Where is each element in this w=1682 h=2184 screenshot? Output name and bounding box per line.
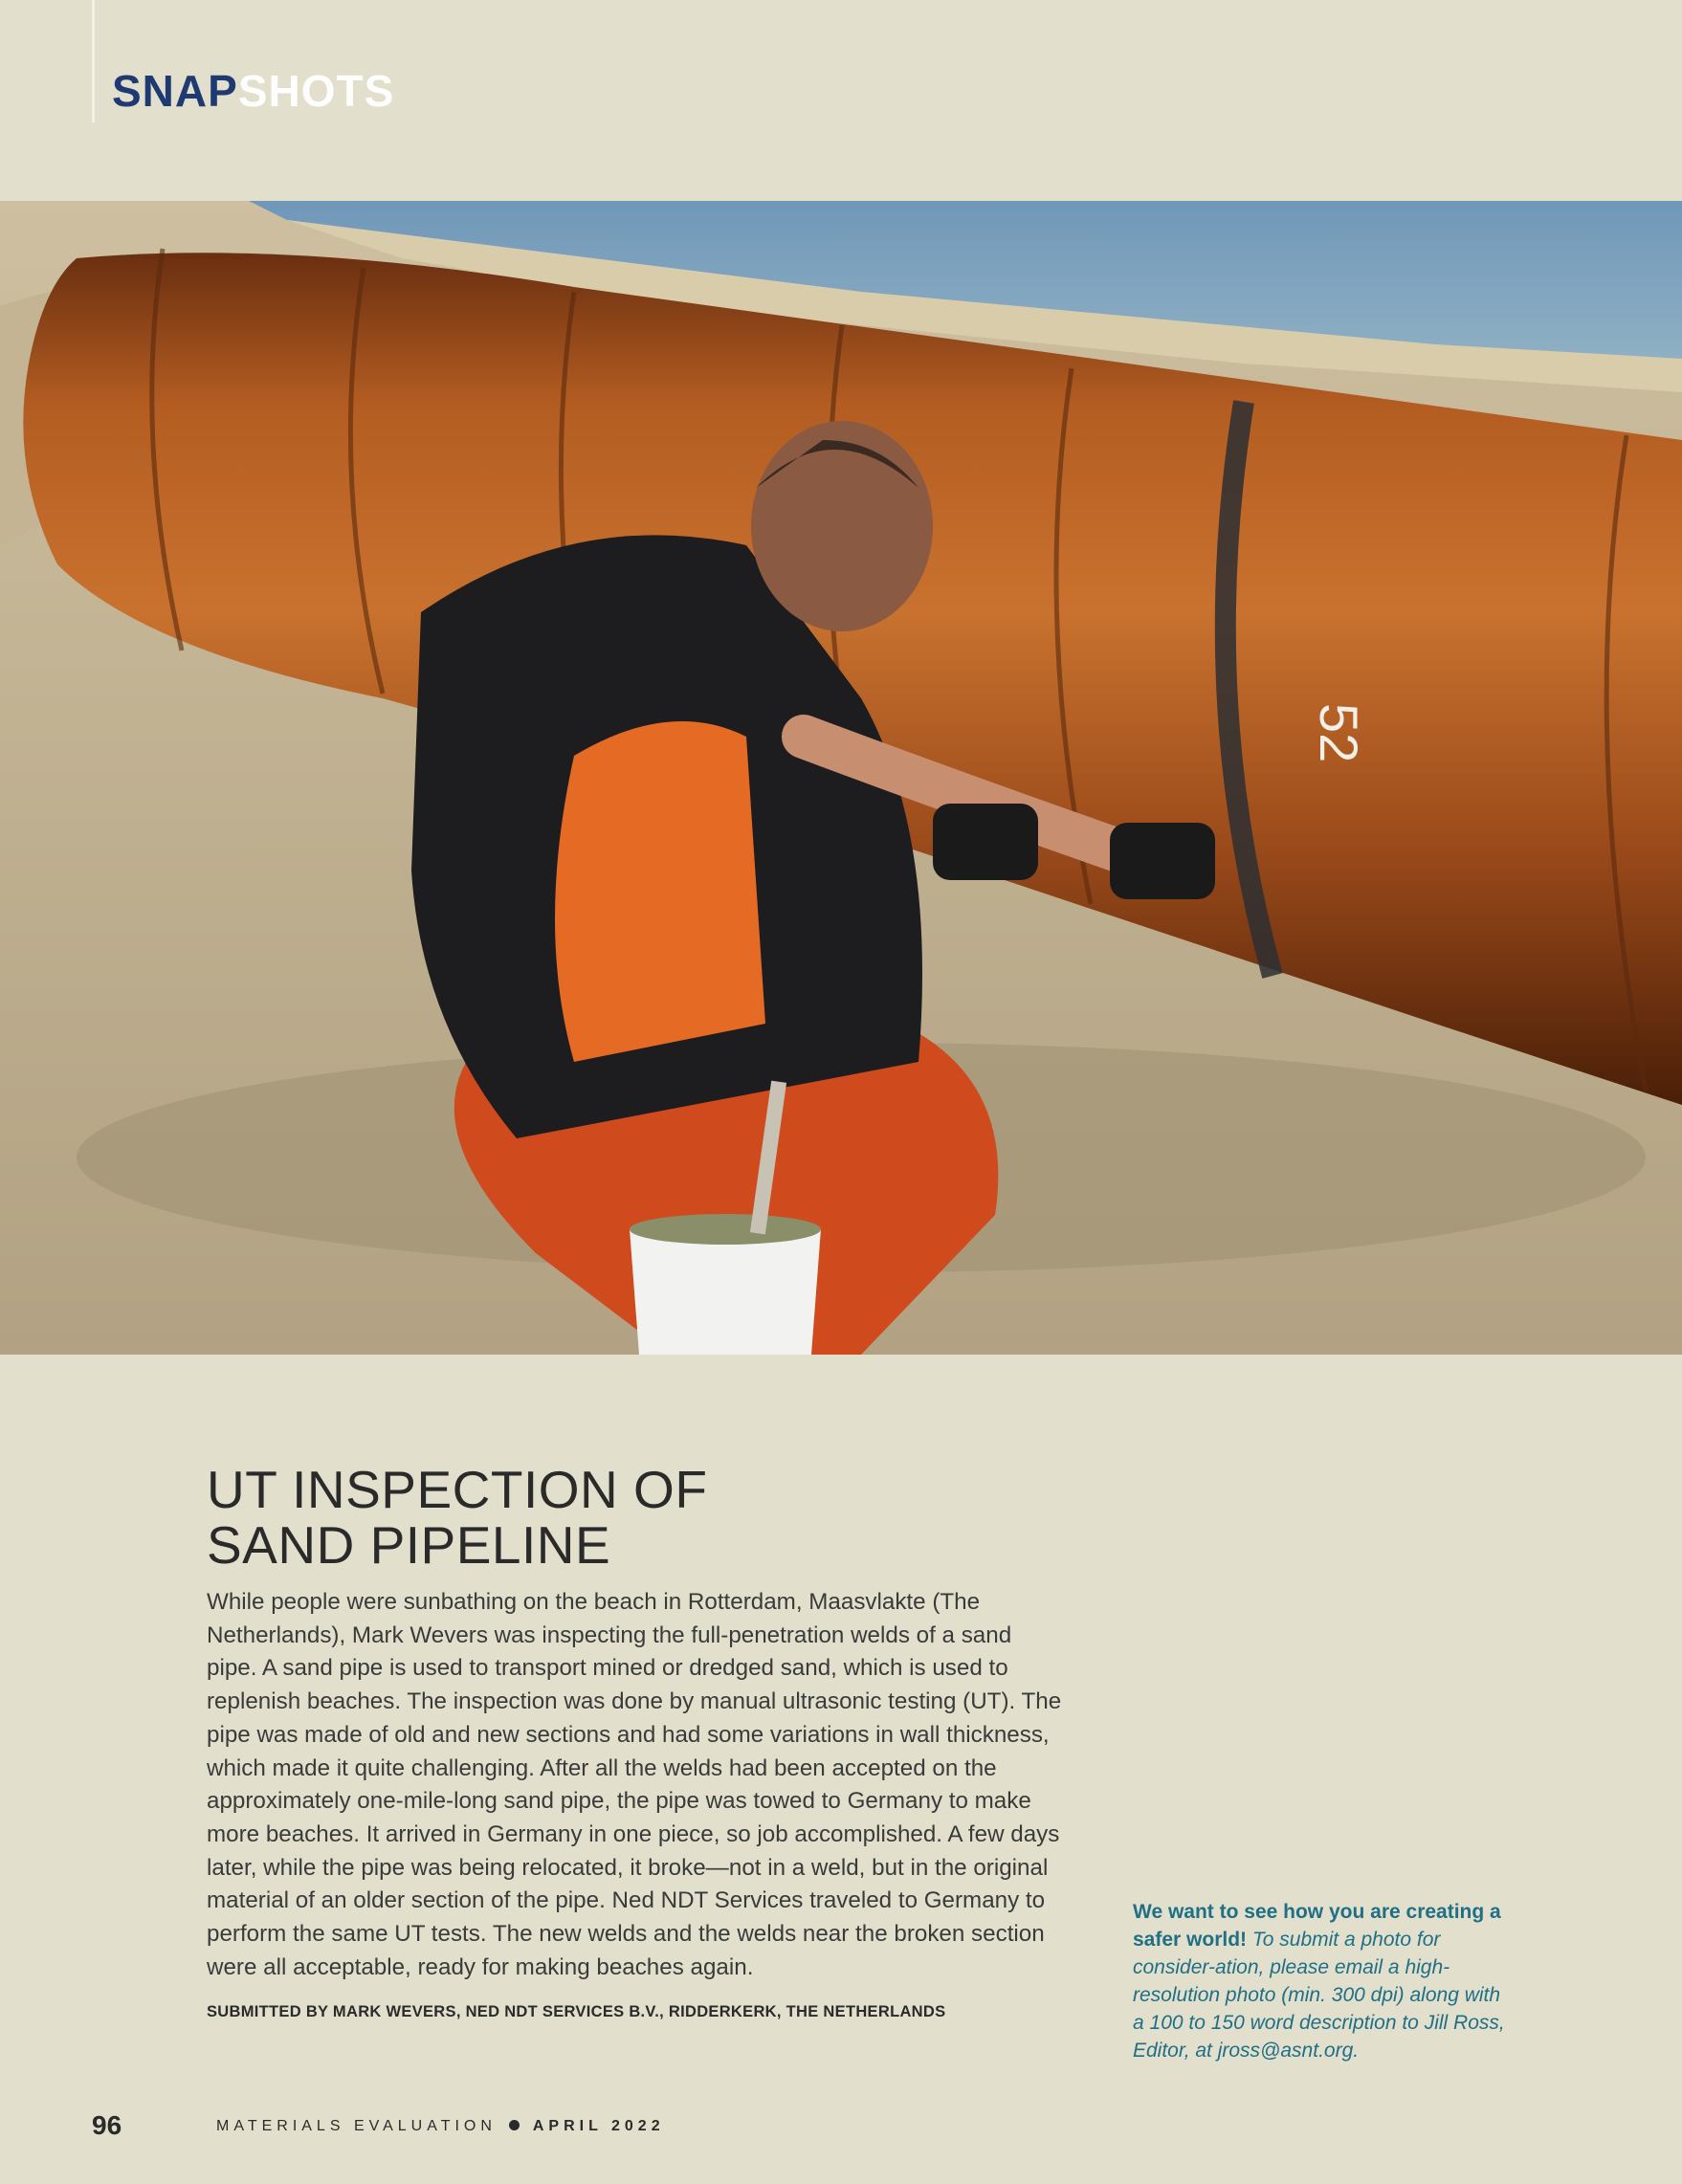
inspector-shirt-panel (555, 721, 765, 1062)
header-rule (92, 0, 95, 122)
section-label (112, 66, 395, 116)
inspector-head (751, 421, 933, 631)
article-title-line1: UT INSPECTION OF (207, 1460, 708, 1519)
photo-illustration (0, 201, 1682, 1355)
issue-date: APRIL 2022 (532, 2118, 665, 2134)
page-number: 96 (92, 2110, 122, 2140)
pipe-marking: 52 (1309, 703, 1369, 763)
footer-journal (216, 2118, 665, 2135)
inspector-glove (1110, 823, 1215, 899)
submit-note-rest: To submit a photo for consider-ation, please email a high-resolution photo (min. 300 dpi) along with a 100 to 150 word description to Jill Ross, Editor, at jross@asnt.org. (1133, 1929, 1505, 2062)
section-label-part2: SHOTS (237, 66, 395, 116)
journal-name: MATERIALS EVALUATION (216, 2118, 497, 2134)
article (207, 1462, 1068, 2021)
submit-note (1133, 1898, 1516, 2064)
section-label-part1: SNAP (112, 66, 238, 116)
article-credit: SUBMITTED BY MARK WEVERS, NED NDT SERVICES B.V., RIDDERKERK, THE NETHERLANDS (207, 2003, 946, 2021)
article-title-line2: SAND PIPELINE (207, 1515, 611, 1575)
bullet-icon (509, 2120, 520, 2130)
article-body: While people were sunbathing on the beach in Rotterdam, Maasvlakte (The Netherlands), Mark Wevers was inspecting the full-penetration welds of a sand pipe. A sand pipe is used to transport mined or dredged sand, which is used to replenish beaches. The inspection was done by manual ultrasonic testing (UT). The pipe was made of old and new sections and had some variations in wall thickness, which made it quite challenging. After all the welds had been accepted on the approximately one-mile-long sand pipe, the pipe was towed to Germany to make more beaches. It arrived in Germany in one piece, so job accomplished. A few days later, while the pipe was being relocated, it broke—not in a weld, but in the original material of an older section of the pipe. Ned NDT Services traveled to Germany to perform the same UT tests. The new welds and the welds near the broken section were all acceptable, ready for making beaches again. (207, 1589, 1062, 1980)
article-title (207, 1462, 1068, 1573)
inspector-glove-left (933, 804, 1038, 880)
pipeline-inspection-photo (0, 201, 1682, 1355)
submit-note-lead: We want to see how you are creating a safer world! (1133, 1901, 1501, 1951)
